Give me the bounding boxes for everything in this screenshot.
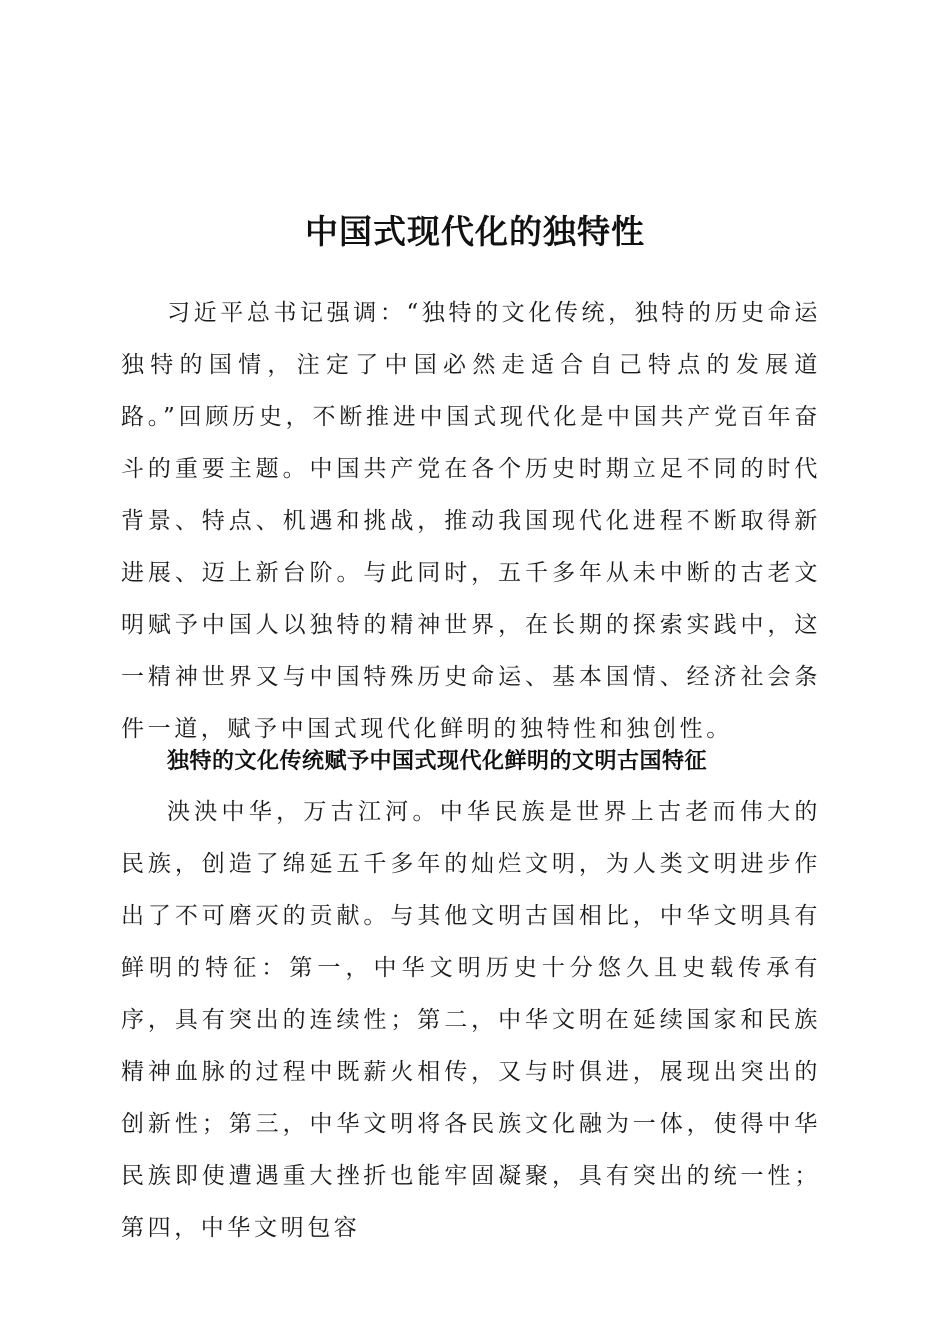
section-heading: 独特的文化传统赋予中国式现代化鲜明的文明古国特征 — [167, 749, 708, 774]
body-paragraph-civilization: 泱泱中华，万古江河。中华民族是世界上古老而伟大的民族，创造了绵延五千多年的灿烂文明，为人类文明进步作出了不可磨灭的贡献。与其他文明古国相比，中华文明具有鲜明的特征：第一，中华文明历史十分悠久且史载传承有序，具有突出的连续性；第二，中华文明在延续国家和民族精神血脉的过程中既薪火相传，又与时俱进，展现出突出的创新性；第三，中华文明将各民族文化融为一体，使得中华民族即使遭遇重大挫折也能牢固凝聚，具有突出的统一性；第四，中华文明包容 — [121, 799, 821, 1241]
document-title: 中国式现代化的独特性 — [305, 212, 645, 252]
body-paragraph-intro: 习近平总书记强调：“独特的文化传统，独特的历史命运独特的国情，注定了中国必然走适合自己特点的发展道路。”回顾历史，不断推进中国式现代化是中国共产党百年奋斗的重要主题。中国共产党在各个历史时期立足不同的时代背景、特点、机遇和挑战，推动我国现代化进程不断取得新进展、迈上新台阶。与此同时，五千多年从未中断的古老文明赋予中国人以独特的精神世界，在长期的探索实践中，这一精神世界又与中国特殊历史命运、基本国情、经济社会条件一道，赋予中国式现代化鲜明的独特性和独创性。 — [121, 300, 821, 742]
